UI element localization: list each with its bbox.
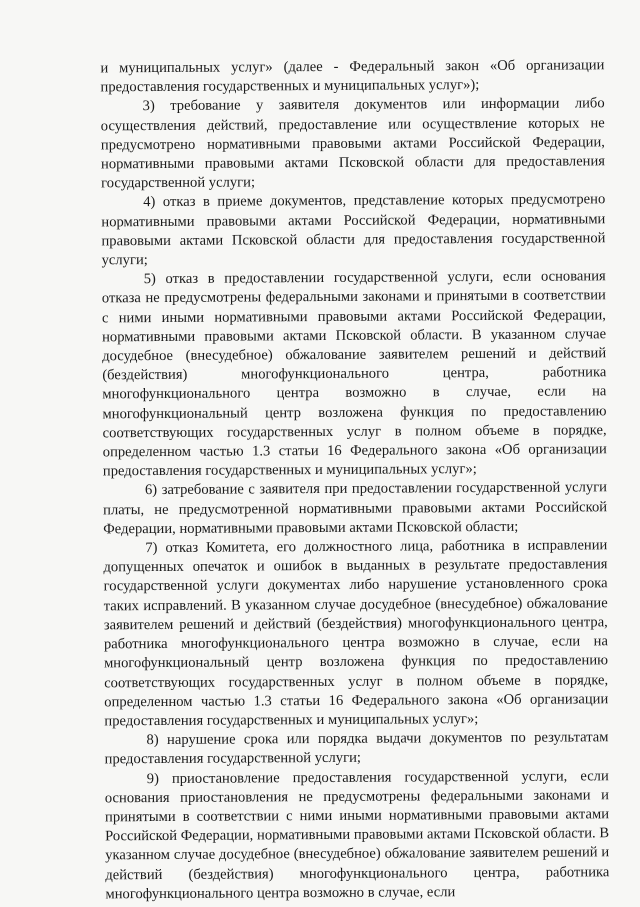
paragraph-item-8: 8) нарушение срока или порядка выдачи документов по результатам предоставления государственной услуги;: [104, 729, 609, 768]
paragraph-item-9: 9) приостановление предоставления государственной услуги, если основания приостановления не предусмотрены федеральными законами и принятыми в соответствии с ними иными нормативными правовыми актами Российской Федерации, нормативными правовыми актами Псковской области. В указанном случае досудебное (внесудебное) обжалование заявителем решений и действий (бездействия) многофункционального центра, работника многофункционального центра возможно в случае, если: [104, 767, 610, 903]
paragraph-item-3: 3) требование у заявителя документов или информации либо осуществления действий, предоставление или осуществление которых не предусмотрено нормативными правовыми актами Российской Федерации, нормативными правовыми актами Псковской области для предоставления государственной услуги;: [100, 95, 606, 192]
paragraph-continuation: и муниципальных услуг» (далее - Федеральный закон «Об организации предоставления государственных и муниципальных услуг»);: [100, 57, 605, 96]
paragraph-item-5: 5) отказ в предоставлении государственной услуги, если основания отказа не предусмотрены федеральными законами и принятыми в соответствии с ними иными нормативными правовыми актами Российской Федерации, нормативными правовыми актами Псковской области. В указанном случае досудебное (внесудебное) обжалование заявителем решений и действий (бездействия) многофункционального центра, работника многофункционального центра возможно в случае, если на многофункциональный центр возложена функция по предоставлению соответствующих государственных услуг в полном объеме в порядке, определенном частью 1.3 статьи 16 Федерального закона «Об организации предоставления государственных и муниципальных услуг»;: [101, 268, 607, 480]
paragraph-item-6: 6) затребование с заявителя при предоставлении государственной услуги платы, не предусмотренной нормативными правовыми актами Российской Федерации, нормативными правовыми актами Псковской области;: [103, 479, 608, 538]
paragraph-item-7: 7) отказ Комитета, его должностного лица, работника в исправлении допущенных опечаток и ошибок в выданных в результате предоставления государственной услуги документах либо нарушение установленного срока таких исправлений. В указанном случае досудебное (внесудебное) обжалование заявителем решений и действий (бездействия) многофункционального центра, работника многофункционального центра возможно в случае, если на многофункциональный центр возложена функция по предоставлению соответствующих государственных услуг в полном объеме в порядке, определенном частью 1.3 статьи 16 Федерального закона «Об организации предоставления государственных и муниципальных услуг»;: [103, 537, 609, 730]
paragraph-item-4: 4) отказ в приеме документов, представление которых предусмотрено нормативными правовыми актами Российской Федерации, нормативными правовыми актами Псковской области для предоставления государственной услуги;: [101, 191, 606, 269]
